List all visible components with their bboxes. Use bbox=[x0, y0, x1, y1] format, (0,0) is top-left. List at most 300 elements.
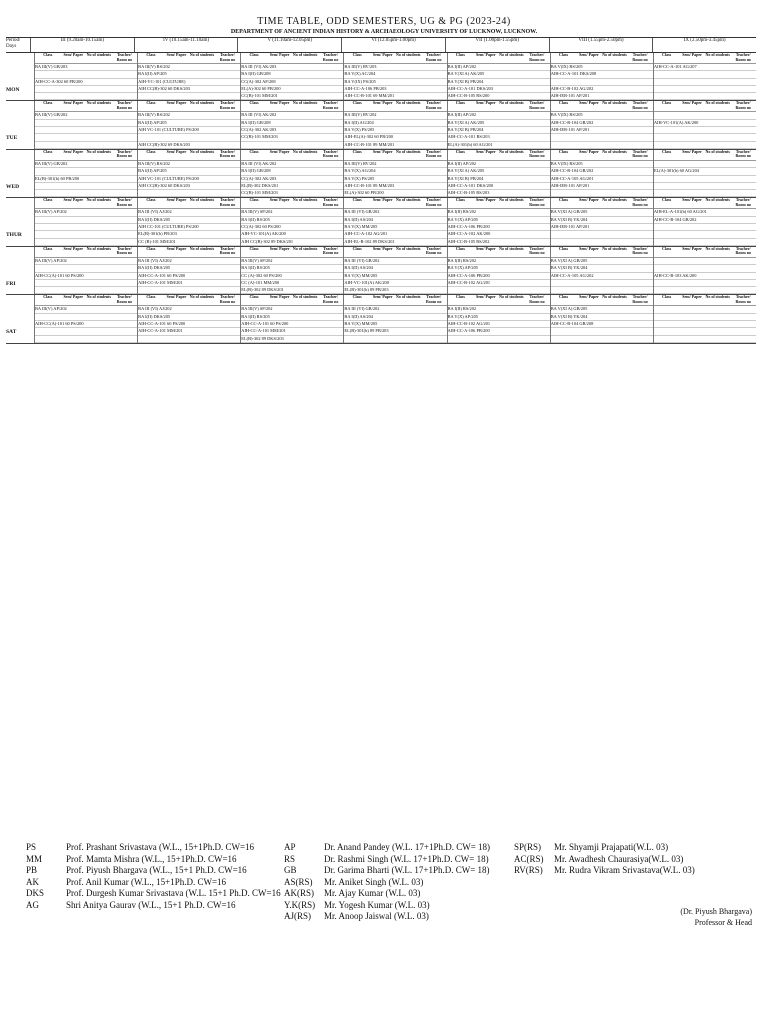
legend-text: Mr. Aniket Singh (W.L. 03) bbox=[324, 876, 424, 887]
slot-column-header bbox=[448, 150, 550, 161]
period-slot bbox=[653, 247, 756, 294]
column-header: Teacher/ Room no bbox=[529, 53, 545, 62]
cell-text: EL(A)-302 60 PB/200 bbox=[344, 190, 384, 196]
cell-text: AIH-CC-B-104 GB/202 bbox=[550, 168, 594, 174]
column-header: Sem/ Paper bbox=[579, 101, 599, 106]
legend-text: Prof. Prashant Srivastava (W.L., 15+1Ph.D. CW=16 bbox=[66, 842, 255, 852]
schedule-cell bbox=[35, 209, 137, 216]
cell-text bbox=[551, 142, 653, 148]
schedule-cell bbox=[448, 190, 550, 197]
column-header: Sem/ Paper bbox=[476, 53, 496, 57]
schedule-cell bbox=[138, 134, 240, 141]
legend-item bbox=[284, 854, 489, 866]
column-header: Class bbox=[455, 101, 465, 106]
column-header: Sem/ Paper bbox=[682, 149, 702, 154]
schedule-cell bbox=[241, 79, 343, 86]
slot-column-header bbox=[654, 150, 756, 161]
slot-column-header bbox=[551, 198, 653, 209]
slot-column-header bbox=[344, 101, 446, 112]
cell-text: BA V(X) AP/205 bbox=[447, 265, 478, 271]
schedule-cell bbox=[344, 280, 446, 287]
column-header: No of students bbox=[705, 198, 730, 203]
column-header: No of students bbox=[705, 149, 730, 154]
column-header: Sem/ Paper bbox=[63, 295, 84, 300]
column-header: Teacher/ Room no bbox=[322, 246, 339, 256]
schedule-cell bbox=[344, 93, 446, 100]
cell-text: AIH-CC-A-101 AG/207 bbox=[653, 64, 697, 69]
slot-column-header bbox=[551, 150, 653, 161]
column-header: Teacher/ Room no bbox=[219, 198, 236, 207]
cell-text: BA I(II) DKS/205 bbox=[138, 265, 171, 271]
column-header: Class bbox=[558, 246, 569, 251]
schedule-cell bbox=[654, 231, 756, 238]
schedule-cell bbox=[241, 127, 343, 134]
schedule-cell bbox=[344, 161, 446, 168]
schedule-cell bbox=[344, 336, 446, 343]
schedule-cell bbox=[654, 134, 756, 141]
schedule-cell bbox=[654, 306, 756, 313]
column-header: No of students bbox=[189, 53, 215, 57]
legend-text: Dr. Garima Bharti (W.L. 17+1Ph.D. CW= 18) bbox=[324, 865, 490, 875]
column-header: Teacher/ Room no bbox=[426, 53, 442, 62]
schedule-cell bbox=[35, 280, 137, 287]
schedule-cell bbox=[344, 287, 446, 294]
cell-text: AIH-CC-B-101 89 MM/203 bbox=[344, 182, 395, 188]
cell-text bbox=[35, 134, 137, 140]
column-header: No of students bbox=[189, 198, 215, 203]
legend-text: Prof. Anil Kumar (W.L., 15+1Ph.D. CW=16 bbox=[66, 876, 227, 887]
legend-item bbox=[26, 865, 247, 877]
cell-text bbox=[654, 176, 756, 182]
cell-text: BA V(XI A) AK/205 bbox=[447, 119, 485, 125]
column-header: Sem/ Paper bbox=[372, 101, 393, 106]
schedule-cell bbox=[35, 120, 137, 127]
column-header: Class bbox=[558, 295, 569, 300]
cell-text: BA III (VI) GB/202 bbox=[344, 209, 380, 215]
cell-text bbox=[138, 287, 240, 293]
column-header: No of students bbox=[499, 246, 524, 251]
slot-column-header bbox=[551, 101, 653, 112]
schedule-cell bbox=[448, 273, 550, 280]
cell-text: CC (A)-302 60 PS/200 bbox=[241, 272, 282, 278]
schedule-cell bbox=[654, 71, 756, 78]
schedule-cell bbox=[551, 134, 653, 141]
cell-text: EL(B)-302 89 DKS/201 bbox=[241, 287, 284, 293]
cell-text: BA III(V) GB/202 bbox=[35, 112, 68, 118]
column-header: Sem/ Paper bbox=[269, 246, 290, 251]
schedule-cell bbox=[241, 93, 343, 100]
schedule-cell bbox=[448, 231, 550, 238]
period-slot bbox=[447, 53, 550, 100]
cell-text: BA III(V) RV/202 bbox=[344, 112, 377, 118]
schedule-cell bbox=[138, 176, 240, 183]
period-header: IV (10.15am-11.10am) bbox=[134, 38, 238, 52]
schedule-cell bbox=[344, 134, 446, 141]
cell-text: AIH-CC(A)-101 60 PS/200 bbox=[35, 321, 84, 327]
column-header: Sem/ Paper bbox=[579, 198, 599, 203]
cell-text: AIH-CC-A-105 AG/201 bbox=[550, 175, 594, 181]
legend-item bbox=[26, 854, 237, 866]
period-slot bbox=[34, 150, 137, 197]
signature-name: (Dr. Piyush Bhargava) bbox=[680, 907, 752, 916]
cell-text: BA I(II) GB/208 bbox=[241, 71, 271, 77]
legend-abbr: AC(RS) bbox=[514, 853, 544, 864]
cell-text: BA III(V) RV/203 bbox=[344, 64, 377, 69]
column-header: Sem/ Paper bbox=[682, 198, 702, 203]
schedule-cell bbox=[448, 336, 550, 343]
cell-text bbox=[35, 328, 137, 334]
cell-text: BA V(IX) PS/205 bbox=[344, 78, 376, 84]
schedule-cell bbox=[241, 287, 343, 294]
cell-text: CC(B)-101 MM/203 bbox=[241, 190, 278, 196]
cell-text: EL(B)-301(b) 89 PB/203 bbox=[344, 287, 389, 293]
column-header: Teacher/ Room no bbox=[735, 53, 751, 62]
schedule-cell bbox=[654, 328, 756, 335]
schedule-cell bbox=[35, 168, 137, 175]
slot-column-header bbox=[138, 150, 240, 161]
legend-item bbox=[284, 865, 490, 877]
schedule-cell bbox=[138, 86, 240, 93]
period-slot bbox=[550, 53, 653, 100]
schedule-cell bbox=[654, 265, 756, 272]
column-header: No of students bbox=[292, 295, 318, 300]
period-header: III (9.20am-10.15am) bbox=[30, 38, 134, 52]
cell-text: BA III (VI) AJ/202 bbox=[138, 209, 172, 215]
cell-text bbox=[35, 265, 137, 271]
schedule-cell bbox=[35, 64, 137, 71]
legend-abbr: AK(RS) bbox=[284, 888, 315, 898]
period-slot bbox=[34, 198, 137, 245]
column-header: Class bbox=[455, 149, 465, 154]
column-header: Sem/ Paper bbox=[476, 246, 496, 251]
slot-column-header bbox=[448, 101, 550, 112]
column-header: Sem/ Paper bbox=[166, 295, 187, 300]
period-days-label: Period/ Days bbox=[6, 38, 21, 49]
schedule-cell bbox=[551, 321, 653, 328]
cell-text: BA I(II) AP/202 bbox=[447, 160, 477, 166]
schedule-cell bbox=[241, 142, 343, 149]
column-header: Class bbox=[352, 246, 362, 251]
column-header: Teacher/ Room no bbox=[116, 53, 133, 62]
schedule-cell bbox=[551, 71, 653, 78]
column-header: Class bbox=[249, 53, 259, 57]
column-header: No of students bbox=[292, 149, 318, 154]
column-header: No of students bbox=[292, 53, 318, 57]
cell-text bbox=[551, 287, 653, 293]
cell-text: AIH-VC-101 (CULTURE) bbox=[138, 78, 186, 84]
schedule-cell bbox=[551, 280, 653, 287]
column-header: No of students bbox=[602, 53, 627, 57]
cell-text bbox=[551, 231, 653, 237]
column-header: Class bbox=[662, 198, 672, 203]
cell-text: BA I(II) AP/202 bbox=[447, 112, 477, 118]
period-slot bbox=[34, 295, 137, 342]
slot-column-header bbox=[241, 295, 343, 306]
cell-text: AIH-CC-A-101 MM/201 bbox=[138, 279, 183, 285]
period-slot bbox=[240, 150, 343, 197]
schedule-cell bbox=[241, 258, 343, 265]
slot-column-header bbox=[138, 101, 240, 112]
column-header: Teacher/ Room no bbox=[735, 149, 751, 159]
column-header: No of students bbox=[86, 295, 112, 300]
schedule-cell bbox=[138, 183, 240, 190]
cell-text: BA V(X) MM/205 bbox=[344, 321, 378, 327]
column-header: Teacher/ Room no bbox=[219, 295, 236, 304]
column-header: Class bbox=[662, 246, 672, 251]
column-header: No of students bbox=[189, 246, 215, 251]
schedule-cell bbox=[448, 314, 550, 321]
schedule-cell bbox=[344, 209, 446, 216]
cell-text bbox=[551, 190, 653, 196]
schedule-cell bbox=[138, 127, 240, 134]
cell-text: AIH-CC-A-106 PB/200 bbox=[447, 224, 490, 230]
schedule-cell bbox=[138, 314, 240, 321]
cell-text: BA I(II) AS/204 bbox=[344, 216, 373, 222]
schedule-cell bbox=[551, 86, 653, 93]
schedule-cell bbox=[35, 79, 137, 86]
legend-text: Shri Anitya Gaurav (W.L., 15+1 Ph.D. CW=16 bbox=[66, 899, 236, 910]
schedule-cell bbox=[138, 258, 240, 265]
column-header: No of students bbox=[292, 101, 318, 106]
schedule-cell bbox=[344, 64, 446, 71]
schedule-cell bbox=[551, 112, 653, 119]
slot-column-header bbox=[654, 53, 756, 64]
legend-abbr: AP bbox=[284, 842, 296, 852]
cell-text bbox=[138, 134, 240, 140]
cell-text: BA V(XI A) GB/205 bbox=[550, 306, 588, 312]
legend-text: Mr. Awadhesh Chaurasiya(W.L. 03) bbox=[554, 853, 684, 864]
schedule-cell bbox=[138, 209, 240, 216]
column-header: No of students bbox=[396, 53, 421, 57]
column-header: Class bbox=[146, 246, 156, 251]
day-label: WED bbox=[6, 183, 20, 190]
cell-text: CC(A)-302 AK/203 bbox=[241, 175, 277, 181]
column-header: Teacher/ Room no bbox=[322, 295, 339, 304]
legend-item bbox=[514, 865, 695, 877]
cell-text: BA V(IX) RS/205 bbox=[550, 160, 583, 166]
schedule-cell bbox=[448, 127, 550, 134]
cell-text: CC(A)-302 60 PS/200 bbox=[241, 224, 281, 230]
slot-column-header bbox=[344, 247, 446, 258]
column-header: Sem/ Paper bbox=[682, 101, 702, 106]
cell-text: BA III(V) SP/202 bbox=[241, 306, 273, 312]
cell-text: AIH-VC-101(A) AK/200 bbox=[241, 231, 286, 237]
schedule-cell bbox=[138, 93, 240, 100]
column-header: Class bbox=[558, 149, 569, 154]
cell-text: BA I(II) DKS/205 bbox=[138, 313, 171, 319]
schedule-cell bbox=[138, 190, 240, 197]
slot-column-header bbox=[654, 198, 756, 209]
legend-abbr: AS(RS) bbox=[284, 876, 313, 887]
column-header: No of students bbox=[292, 246, 318, 251]
slot-column-header bbox=[241, 150, 343, 161]
column-header: Class bbox=[249, 101, 259, 106]
schedule-cell bbox=[241, 161, 343, 168]
column-header: Teacher/ Room no bbox=[632, 198, 648, 207]
schedule-cell bbox=[448, 258, 550, 265]
schedule-cell bbox=[138, 217, 240, 224]
schedule-cell bbox=[138, 287, 240, 294]
legend-item bbox=[514, 854, 683, 866]
legend-item bbox=[26, 888, 281, 900]
cell-text: BA V(X) AC/204 bbox=[344, 71, 376, 77]
cell-text: BA III (VI) AK/202 bbox=[241, 160, 277, 166]
cell-text bbox=[654, 79, 756, 85]
period-slot bbox=[137, 101, 240, 148]
period-slot bbox=[447, 101, 550, 148]
schedule-cell bbox=[551, 258, 653, 265]
column-header: No of students bbox=[86, 149, 112, 154]
schedule-cell bbox=[448, 217, 550, 224]
schedule-cell bbox=[344, 190, 446, 197]
cell-text: AIH-CC-A-101 DKS/203 bbox=[447, 85, 494, 91]
cell-text: BA III (VI) GB/202 bbox=[344, 306, 380, 312]
schedule-cell bbox=[35, 112, 137, 119]
slot-column-header bbox=[138, 295, 240, 306]
period-slot bbox=[653, 53, 756, 100]
cell-text: BA I(II) GB/208 bbox=[241, 168, 271, 174]
cell-text: AIH-CC-A-101 DKS/200 bbox=[447, 182, 494, 188]
schedule-cell bbox=[448, 120, 550, 127]
legend-text: Mr. Rudra Vikram Srivastava(W.L. 03) bbox=[554, 865, 695, 875]
cell-text: AIH-CC-A-101 MM/201 bbox=[241, 328, 286, 334]
legend-abbr: AJ(RS) bbox=[284, 911, 312, 921]
cell-text bbox=[35, 93, 137, 99]
slot-column-header bbox=[35, 198, 137, 209]
cell-text: BA III(V) SP/202 bbox=[241, 209, 273, 215]
schedule-cell bbox=[241, 328, 343, 335]
cell-text: BA I(II) RS/205 bbox=[241, 265, 270, 271]
schedule-cell bbox=[138, 112, 240, 119]
schedule-cell bbox=[241, 112, 343, 119]
schedule-cell bbox=[138, 71, 240, 78]
cell-text: AIH-IER-101 AP/201 bbox=[550, 127, 590, 133]
schedule-cell bbox=[551, 239, 653, 246]
period-slot bbox=[137, 53, 240, 100]
period-slot bbox=[240, 101, 343, 148]
schedule-cell bbox=[344, 265, 446, 272]
schedule-cell bbox=[448, 64, 550, 71]
period-slot bbox=[137, 247, 240, 294]
schedule-cell bbox=[35, 224, 137, 231]
cell-text bbox=[654, 328, 756, 334]
schedule-cell bbox=[35, 161, 137, 168]
cell-text: AIH-CC-B-102 AG/201 bbox=[447, 321, 491, 327]
cell-text bbox=[654, 265, 756, 271]
legend-item bbox=[284, 911, 429, 923]
cell-text: AIH-CC-B-101 69 MM/201 bbox=[344, 93, 395, 99]
column-header: Class bbox=[146, 149, 156, 154]
slot-column-header bbox=[448, 247, 550, 258]
schedule-cell bbox=[344, 239, 446, 246]
column-header: Teacher/ Room no bbox=[116, 246, 133, 256]
period-slot bbox=[653, 101, 756, 148]
schedule-cell bbox=[448, 142, 550, 149]
cell-text: AIH-CC-B-104 GB/202 bbox=[550, 119, 594, 125]
cell-text: BA V(XI B) YK/204 bbox=[550, 216, 588, 222]
period-slot bbox=[137, 198, 240, 245]
legend-text: Prof. Mamta Mishra (W.L., 15+1Ph.D. CW=16 bbox=[66, 853, 237, 864]
cell-text: EL(B)-302 89 DKS/203 bbox=[241, 335, 284, 341]
period-slot bbox=[550, 247, 653, 294]
column-header: Teacher/ Room no bbox=[529, 198, 545, 207]
period-slot bbox=[137, 295, 240, 342]
schedule-cell bbox=[138, 224, 240, 231]
schedule-cell bbox=[551, 161, 653, 168]
cell-text bbox=[35, 190, 137, 196]
cell-text: CC(A)-302 AP/208 bbox=[241, 78, 276, 84]
cell-text: BA III(V) AP/202 bbox=[35, 257, 67, 263]
schedule-cell bbox=[241, 134, 343, 141]
day-block bbox=[6, 101, 756, 149]
column-header: Class bbox=[249, 246, 259, 251]
legend-abbr: GB bbox=[284, 865, 297, 875]
column-header: Class bbox=[662, 53, 672, 57]
cell-text: BA III(V) AP/202 bbox=[35, 306, 67, 312]
period-slot bbox=[343, 198, 446, 245]
schedule-cell bbox=[138, 142, 240, 149]
schedule-cell bbox=[551, 287, 653, 294]
column-header: Sem/ Paper bbox=[372, 246, 393, 251]
column-header: Sem/ Paper bbox=[63, 198, 84, 203]
period-slot bbox=[240, 53, 343, 100]
column-header: Sem/ Paper bbox=[269, 149, 290, 154]
schedule-cell bbox=[551, 336, 653, 343]
cell-text: AIH-CC-A-101 DKS/208 bbox=[550, 71, 597, 77]
schedule-cell bbox=[344, 86, 446, 93]
cell-text: BA V(XI B) PB/204 bbox=[447, 78, 484, 84]
cell-text: BA V(X) AG/204 bbox=[344, 168, 376, 174]
schedule-cell bbox=[138, 231, 240, 238]
cell-text: BA I(II) RS/202 bbox=[447, 209, 477, 215]
schedule-cell bbox=[344, 321, 446, 328]
column-header: Sem/ Paper bbox=[269, 295, 290, 300]
cell-text: BA III(V) RS/202 bbox=[138, 112, 170, 118]
column-header: No of students bbox=[602, 295, 627, 300]
cell-text: BA I(II) AS/204 bbox=[344, 265, 373, 271]
column-header: No of students bbox=[189, 101, 215, 106]
column-header: No of students bbox=[705, 53, 730, 57]
schedule-cell bbox=[654, 239, 756, 246]
column-header: Class bbox=[455, 198, 465, 203]
schedule-cell bbox=[138, 306, 240, 313]
column-header: Teacher/ Room no bbox=[735, 101, 751, 110]
schedule-cell bbox=[35, 321, 137, 328]
schedule-cell bbox=[344, 127, 446, 134]
cell-text bbox=[654, 112, 756, 118]
cell-text: BA I(II) RS/205 bbox=[241, 313, 270, 319]
cell-text: CC(B)-101 MM/201 bbox=[241, 93, 278, 99]
schedule-cell bbox=[551, 314, 653, 321]
cell-text bbox=[138, 93, 240, 99]
schedule-cell bbox=[654, 64, 756, 71]
schedule-cell bbox=[138, 280, 240, 287]
column-header: Sem/ Paper bbox=[269, 101, 290, 106]
cell-text bbox=[654, 224, 756, 230]
column-header: Teacher/ Room no bbox=[529, 149, 545, 159]
cell-text bbox=[35, 231, 137, 237]
cell-text: AIH-CC-B-101 89 MM/201 bbox=[344, 141, 395, 147]
column-header: No of students bbox=[396, 198, 421, 203]
schedule-cell bbox=[654, 127, 756, 134]
cell-text: AIH-VC-101(A) AK/200 bbox=[344, 279, 389, 285]
slot-column-header bbox=[551, 53, 653, 64]
legend-abbr: RS bbox=[284, 853, 296, 864]
slot-column-header bbox=[241, 101, 343, 112]
column-header: Teacher/ Room no bbox=[735, 246, 751, 256]
cell-text: AIH CC(B)-302 60 DKS/203 bbox=[138, 85, 190, 91]
period-header: IX (2.50pm-3.45pm) bbox=[652, 38, 756, 52]
